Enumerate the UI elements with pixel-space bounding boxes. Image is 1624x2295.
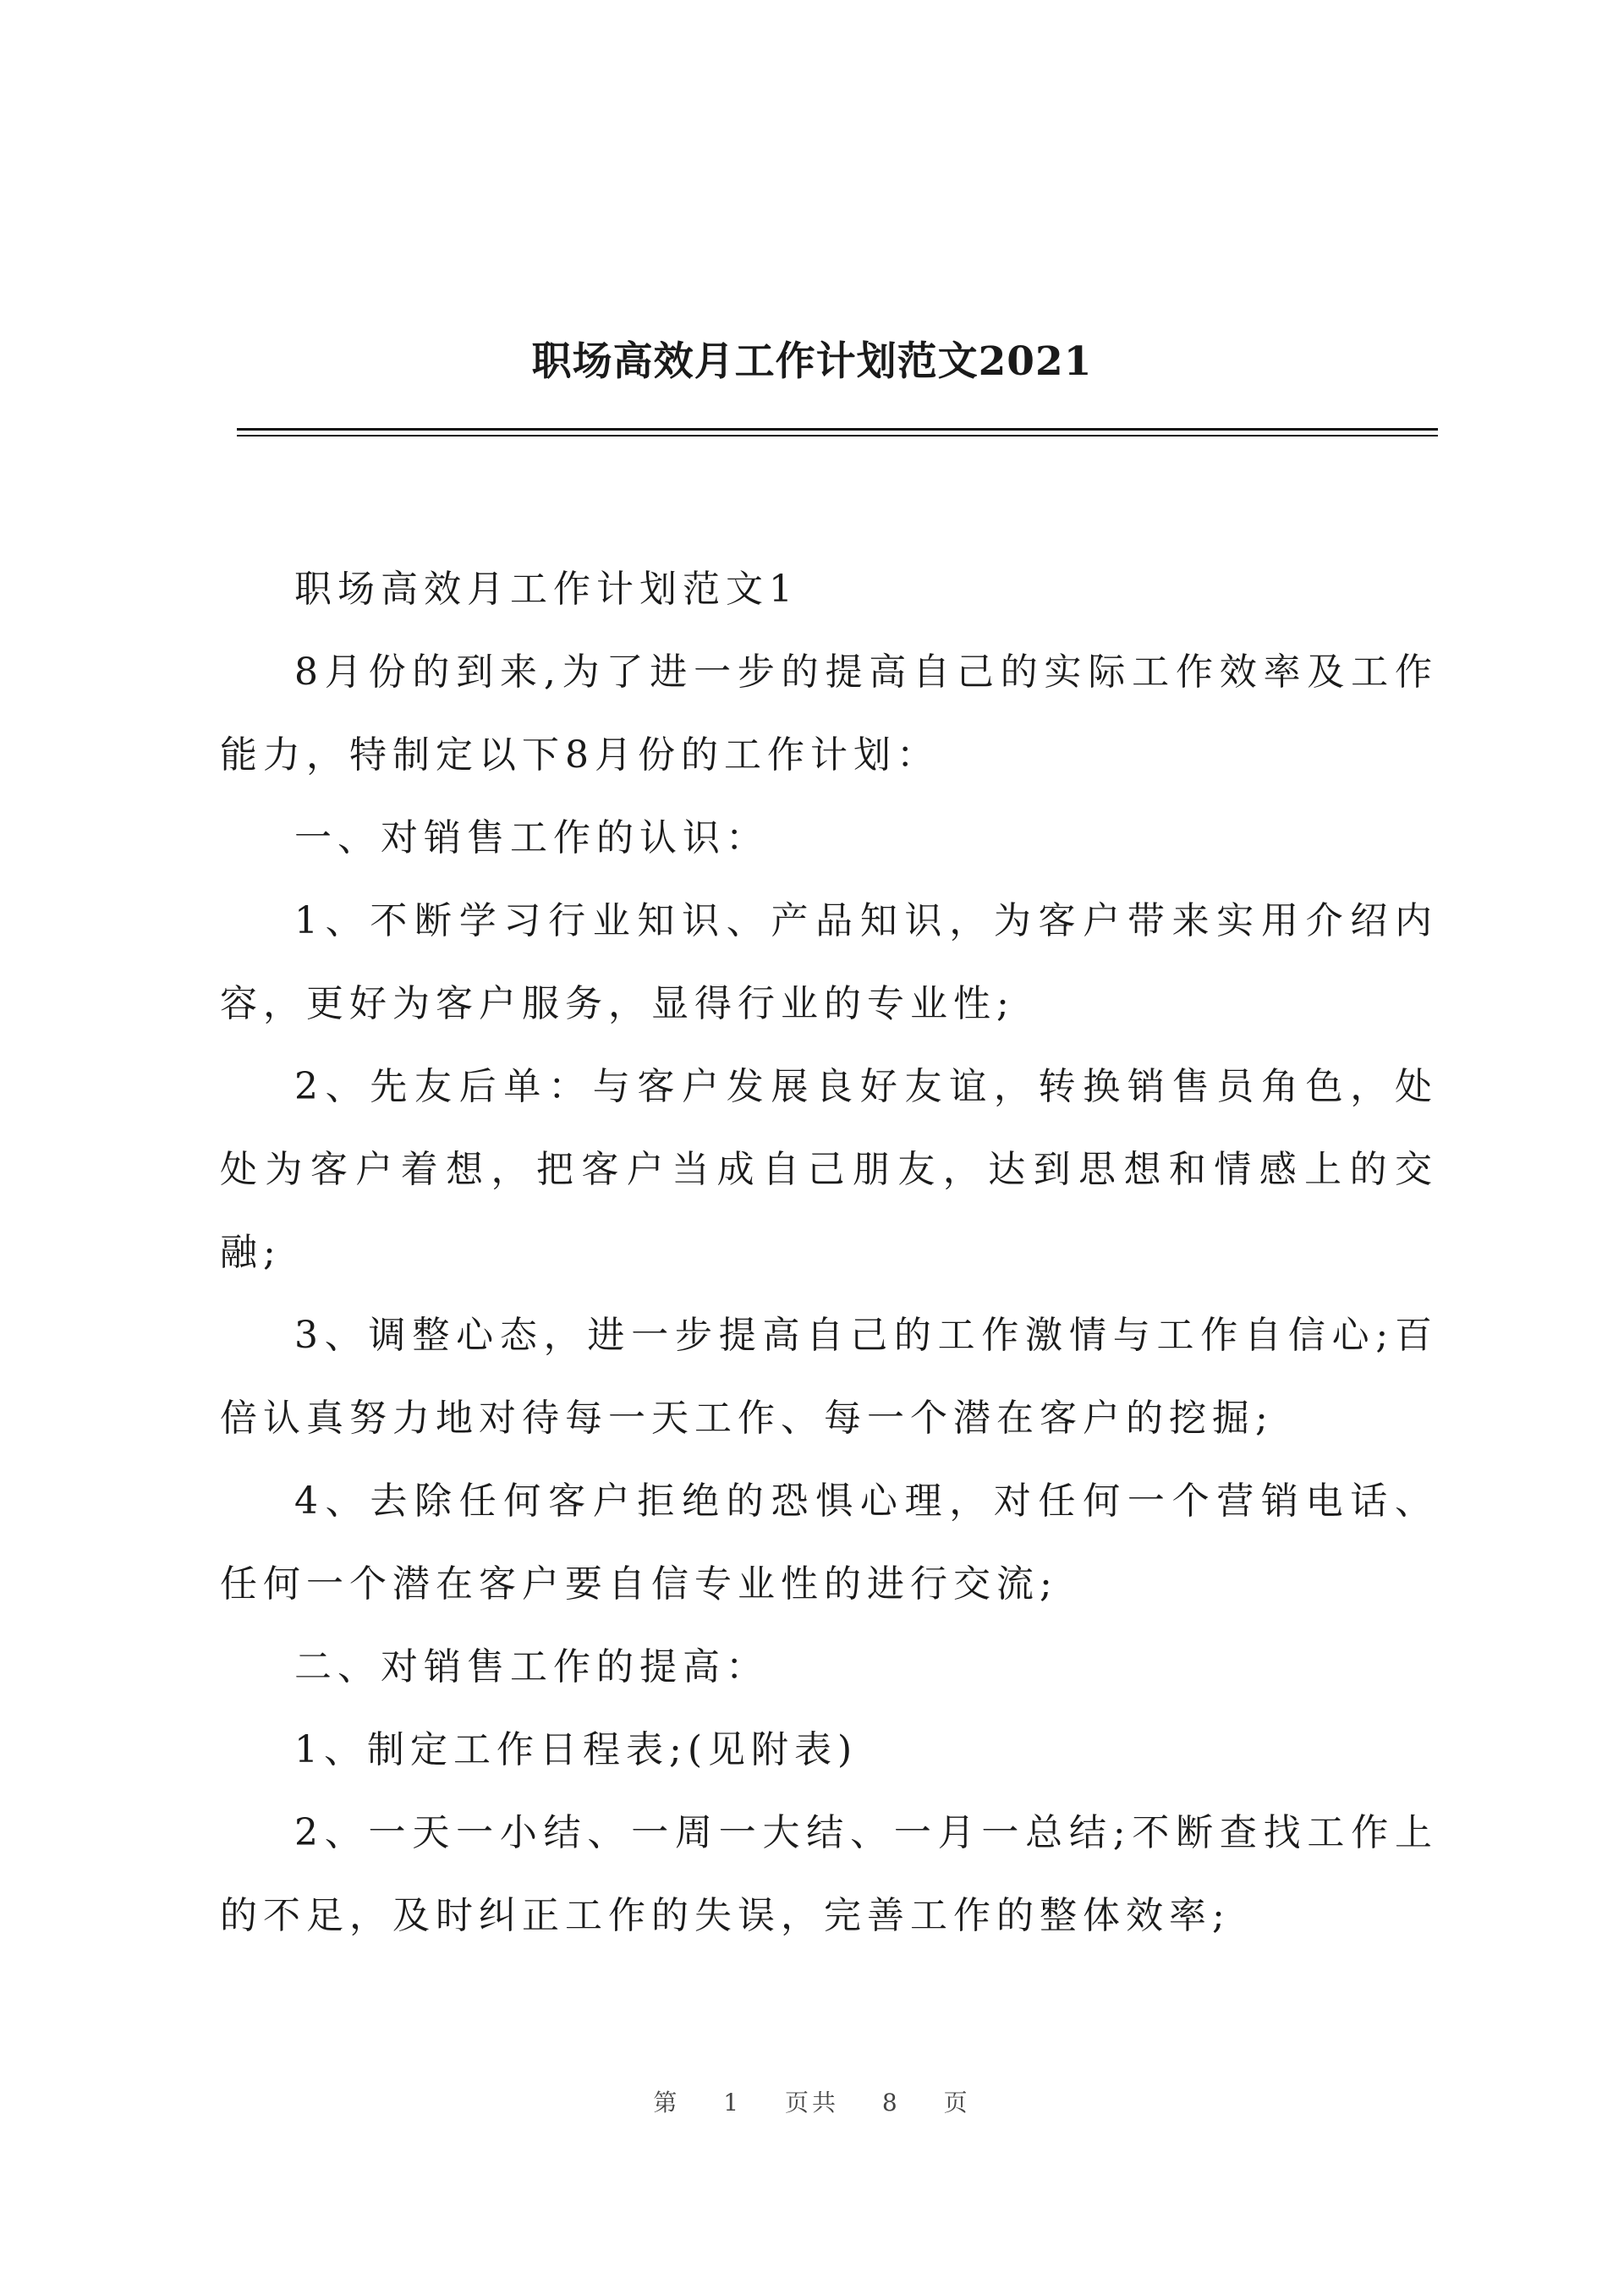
list-item: 2、一天一小结、一周一大结、一月一总结;不断查找工作上的不足，及时纠正工作的失误，完善工作的整体效率;	[220, 1811, 1438, 1937]
subheading-improvement: 二、对销售工作的提高：	[294, 1645, 769, 1688]
list-item: 1、不断学习行业知识、产品知识，为客户带来实用介绍内容，更好为客户服务，显得行业的专业性;	[220, 899, 1438, 1025]
intro-paragraph: 8月份的到来,为了进一步的提高自己的实际工作效率及工作能力，特制定以下8月份的工作计划：	[220, 651, 1438, 777]
list-item: 3、调整心态，进一步提高自己的工作激情与工作自信心;百倍认真努力地对待每一天工作、每一个潜在客户的挖掘;	[220, 1314, 1438, 1440]
footer-prefix: 第	[653, 2089, 681, 2117]
page-footer	[0, 2086, 1624, 2120]
title-rule-thin	[237, 435, 1438, 436]
document-title: 职场高效月工作计划范文2021	[531, 338, 1093, 385]
footer-current-page: 1	[723, 2089, 743, 2117]
list-item: 2、先友后单：与客户发展良好友谊，转换销售员角色，处处为客户着想，把客户当成自己朋友，达到思想和情感上的交融;	[220, 1065, 1438, 1274]
list-item: 1、制定工作日程表;(见附表)	[294, 1728, 859, 1771]
title-rule-thick	[237, 428, 1438, 431]
section-heading: 职场高效月工作计划范文1	[294, 568, 798, 611]
footer-middle: 页共	[784, 2089, 839, 2117]
list-item: 4、去除任何客户拒绝的恐惧心理，对任何一个营销电话、任何一个潜在客户要自信专业性的进行交流;	[220, 1480, 1438, 1606]
document-body	[220, 548, 1438, 1957]
subheading-understanding: 一、对销售工作的认识：	[294, 816, 769, 859]
footer-suffix: 页	[943, 2089, 971, 2117]
footer-total-pages: 8	[881, 2089, 901, 2117]
